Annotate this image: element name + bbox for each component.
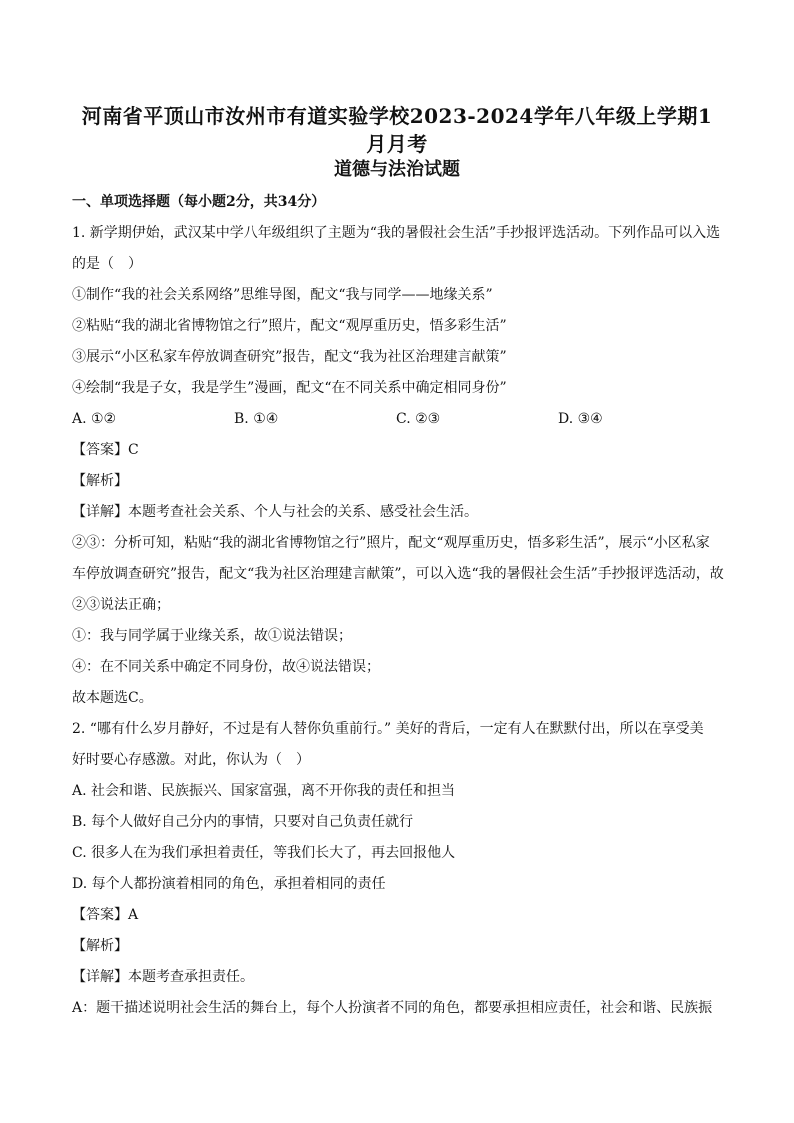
q1-stem-line2: 的是（ ） xyxy=(72,256,142,272)
exam-title-line2: 月月考 xyxy=(366,132,428,156)
q1-stem-line1: 1. 新学期伊始，武汉某中学八年级组织了主题为“我的暑假社会生活”手抄报评选活动。下列作品可以入选 xyxy=(72,225,721,241)
q2-option-b: B. 每个人做好自己分内的事情，只要对自己负责任就行 xyxy=(72,814,414,830)
q2-stem-line1: 2. “哪有什么岁月静好，不过是有人替你负重前行。” 美好的背后，一定有人在默默付出，所以在享受美 xyxy=(72,721,704,737)
q2-stem-line2: 好时要心存感激。对此，你认为（ ） xyxy=(72,752,310,768)
q1-explain-line1: ②③：分析可知，粘贴“我的湖北省博物馆之行”照片，配文“观厚重历史，悟多彩生活”，展示“小区私家 xyxy=(72,535,710,551)
q1-explain-line4: ①：我与同学属于业缘关系，故①说法错误； xyxy=(72,628,352,644)
q1-conclusion: 故本题选C。 xyxy=(72,690,153,706)
q2-option-d: D. 每个人都扮演着相同的角色，承担着相同的责任 xyxy=(72,876,386,892)
q1-option-d: D. ③④ xyxy=(558,411,603,427)
section-heading: 一、单项选择题（每小题2分，共34分） xyxy=(72,194,326,210)
q1-item-4: ④绘制“我是子女，我是学生”漫画，配文“在不同关系中确定相同身份” xyxy=(72,380,507,396)
q2-detail: 【详解】本题考查承担责任。 xyxy=(72,969,254,985)
q2-explain-line1: A：题干描述说明社会生活的舞台上，每个人扮演者不同的角色，都要承担相应责任，社会和谐、民族振 xyxy=(72,1000,713,1016)
q1-explain-line5: ④：在不同关系中确定不同身份，故④说法错误； xyxy=(72,659,380,675)
q1-explain-line2: 车停放调查研究”报告，配文“我为社区治理建言献策”，可以入选“我的暑假社会生活”手抄报评选活动，故 xyxy=(72,566,724,582)
exam-title-line1: 河南省平顶山市汝州市有道实验学校2023-2024学年八年级上学期1 xyxy=(81,104,713,128)
q1-item-2: ②粘贴“我的湖北省博物馆之行”照片，配文“观厚重历史，悟多彩生活” xyxy=(72,318,507,334)
q1-option-a: A. ①② xyxy=(72,411,117,427)
q1-explain-line3: ②③说法正确； xyxy=(72,597,170,613)
q1-detail: 【详解】本题考查社会关系、个人与社会的关系、感受社会生活。 xyxy=(72,504,478,520)
q1-item-1: ①制作“我的社会关系网络”思维导图，配文“我与同学——地缘关系” xyxy=(72,287,493,303)
q1-item-3: ③展示“小区私家车停放调查研究”报告，配文“我为社区治理建言献策” xyxy=(72,349,507,365)
q2-option-c: C. 很多人在为我们承担着责任，等我们长大了，再去回报他人 xyxy=(72,845,456,861)
q1-option-b: B. ①④ xyxy=(234,411,279,427)
q2-analysis-label: 【解析】 xyxy=(72,938,128,954)
q2-answer: 【答案】A xyxy=(72,907,139,923)
q1-analysis-label: 【解析】 xyxy=(72,473,128,489)
q1-answer: 【答案】C xyxy=(72,442,139,458)
exam-subtitle: 道德与法治试题 xyxy=(334,159,460,180)
q2-option-a: A. 社会和谐、民族振兴、国家富强，离不开你我的责任和担当 xyxy=(72,783,456,799)
q1-option-c: C. ②③ xyxy=(396,411,441,427)
